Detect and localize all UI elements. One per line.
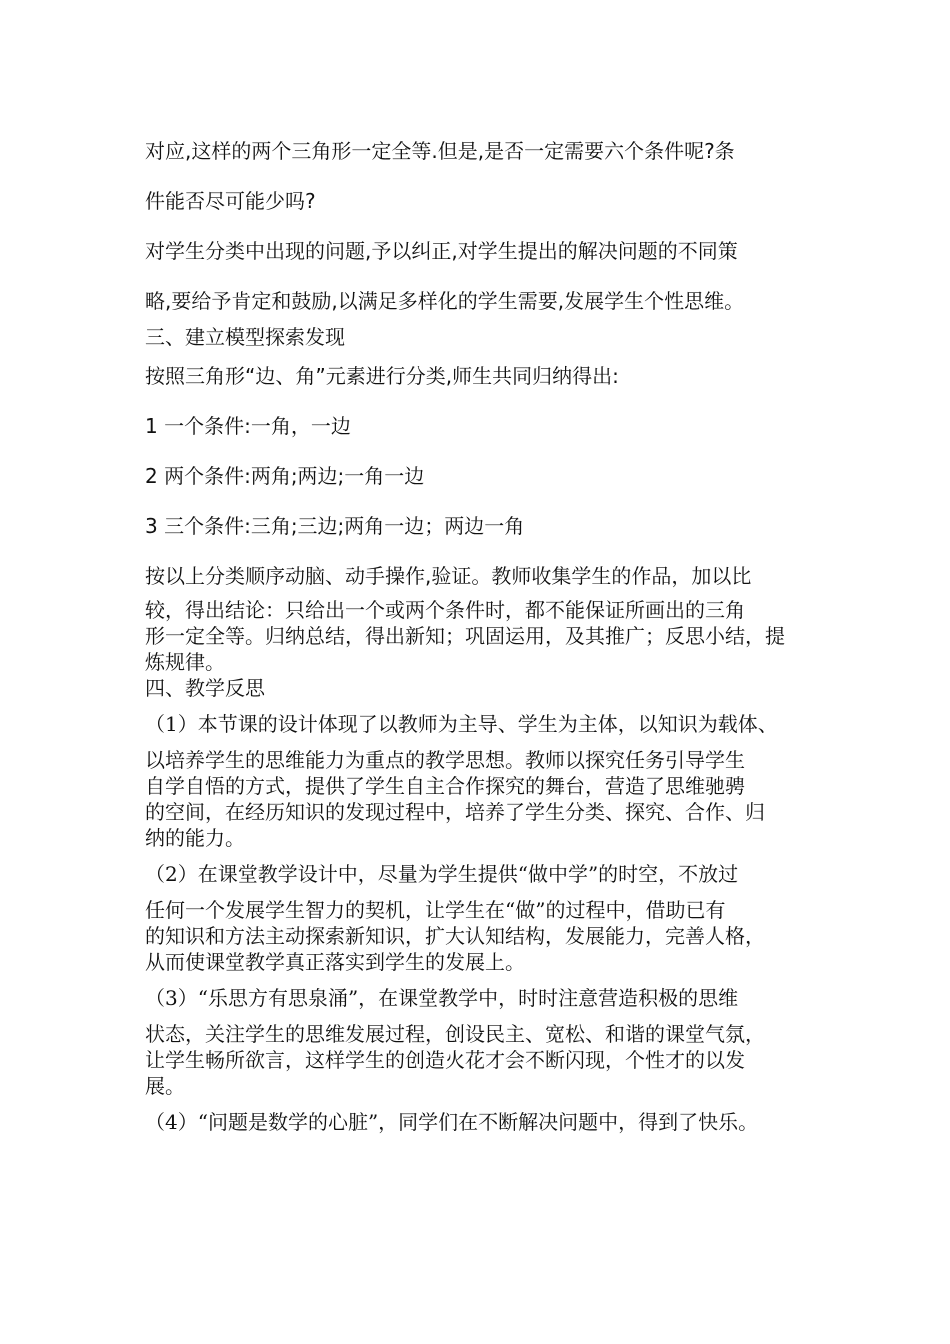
section-heading: 三、建立模型探索发现 bbox=[145, 325, 345, 349]
text-line: 让学生畅所欲言，这样学生的创造火花才会不断闪现，个性才的以发 bbox=[145, 1048, 745, 1072]
text-line: 自学自悟的方式，提供了学生自主合作探究的舞台，营造了思维驰骋 bbox=[145, 774, 745, 798]
text-line: 的知识和方法主动探索新知识，扩大认知结构，发展能力，完善人格， bbox=[145, 924, 765, 948]
text-line: 以培养学生的思维能力为重点的教学思想。教师以探究任务引导学生 bbox=[145, 748, 745, 772]
list-item: 3 三个条件:三角;三边;两角一边；两边一角 bbox=[145, 514, 525, 538]
list-item: 1 一个条件:一角，一边 bbox=[145, 414, 351, 438]
text-line: 炼规律。 bbox=[145, 650, 225, 674]
text-line: 对应,这样的两个三角形一定全等.但是,是否一定需要六个条件呢?条 bbox=[145, 139, 735, 163]
list-item: 2 两个条件:两角;两边;一角一边 bbox=[145, 464, 425, 488]
text-line: 按照三角形“边、角”元素进行分类,师生共同归纳得出: bbox=[145, 364, 619, 388]
text-line: 展。 bbox=[145, 1074, 185, 1098]
text-line: （2）在课堂教学设计中，尽量为学生提供“做中学”的时空，不放过 bbox=[145, 862, 739, 886]
text-line: 较，得出结论：只给出一个或两个条件时，都不能保证所画出的三角 bbox=[145, 598, 745, 622]
text-line: 状态，关注学生的思维发展过程，创设民主、宽松、和谐的课堂气氛， bbox=[145, 1022, 765, 1046]
text-line: 对学生分类中出现的问题,予以纠正,对学生提出的解决问题的不同策 bbox=[145, 239, 738, 263]
section-heading: 四、教学反思 bbox=[145, 676, 265, 700]
text-line: （1）本节课的设计体现了以教师为主导、学生为主体，以知识为载体、 bbox=[145, 712, 778, 736]
text-line: 从而使课堂教学真正落实到学生的发展上。 bbox=[145, 950, 525, 974]
text-line: （4）“问题是数学的心脏”，同学们在不断解决问题中，得到了快乐。 bbox=[145, 1110, 759, 1134]
text-line: 形一定全等。归纳总结，得出新知；巩固运用，及其推广；反思小结，提 bbox=[145, 624, 785, 648]
text-line: 略,要给予肯定和鼓励,以满足多样化的学生需要,发展学生个性思维。 bbox=[145, 289, 745, 313]
text-line: （3）“乐思方有思泉涌”，在课堂教学中，时时注意营造积极的思维 bbox=[145, 986, 739, 1010]
text-line: 件能否尽可能少吗? bbox=[145, 189, 316, 213]
text-line: 纳的能力。 bbox=[145, 826, 245, 850]
text-line: 按以上分类顺序动脑、动手操作,验证。教师收集学生的作品，加以比 bbox=[145, 564, 752, 588]
text-line: 任何一个发展学生智力的契机，让学生在“做”的过程中，借助已有 bbox=[145, 898, 726, 922]
text-line: 的空间，在经历知识的发现过程中，培养了学生分类、探究、合作、归 bbox=[145, 800, 765, 824]
